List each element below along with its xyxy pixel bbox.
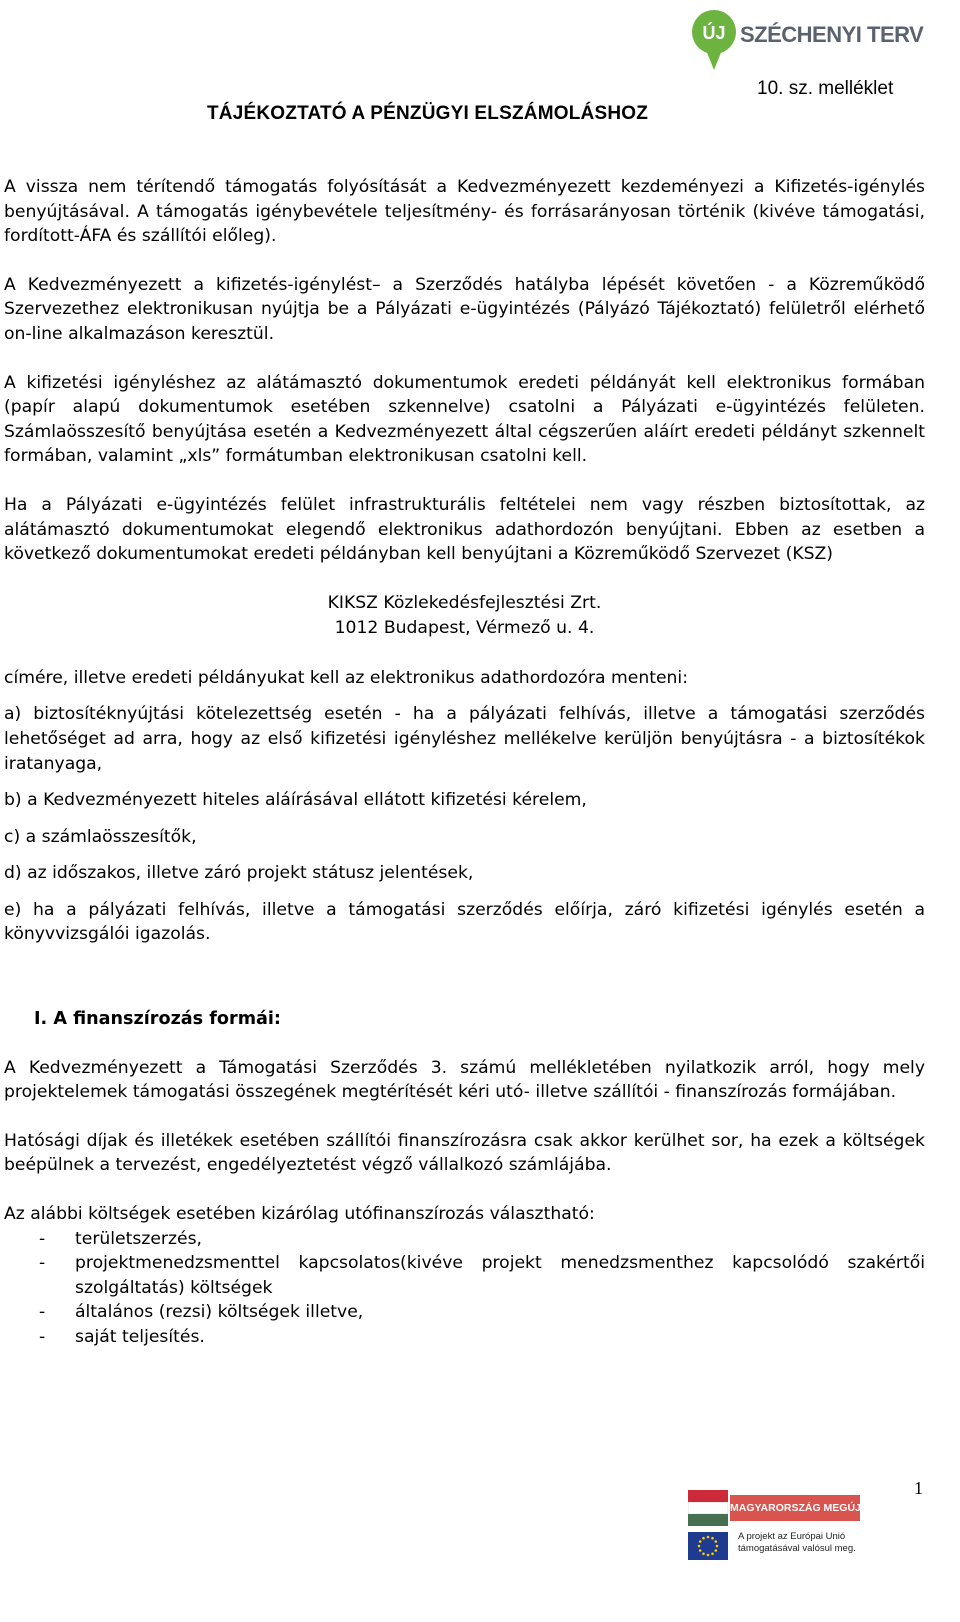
annex-label: 10. sz. melléklet [757, 78, 894, 99]
address-street: 1012 Budapest, Vérmező u. 4. [334, 618, 595, 639]
list-item [4, 1227, 925, 1252]
paragraph-fallback-submission: Ha a Pályázati e-ügyintézés felület infrastrukturális feltételei nem vagy részben biztosítottak, az alátámasztó dokumentumokat elegendő elektronikus adathordozón benyújtani. Ebben az esetben a következő dokumentumokat eredeti példányban kell benyújtani a Közreműködő Szervezet (KSZ) [4, 494, 925, 565]
paragraph-payment-initiation: A vissza nem térítendő támogatás folyósítását a Kedvezményezett kezdeményezi a Kifizetés-igénylés benyújtásával. A támogatás igénybevétele teljesítmény- és forrásarányosan történik (kivéve támogatási, fordított-ÁFA és szállítói előleg). [4, 177, 925, 247]
list-dash: - [39, 1253, 46, 1274]
logo-badge-text: ÚJ [702, 23, 726, 43]
list-dash: - [39, 1228, 46, 1249]
list-dash: - [39, 1327, 46, 1347]
list-item-b: b) a Kedvezményezett hiteles aláírásával ellátott kifizetési kérelem, [4, 790, 587, 811]
magyarorszag-megujul-banner: MAGYARORSZÁG MEGÚJUL [730, 1495, 860, 1521]
szechenyi-terv-logo [690, 6, 940, 76]
list-item-text: általános (rezsi) költségek illetve, [75, 1302, 364, 1323]
paragraph-save-originals: címére, illetve eredeti példányukat kell az elektronikus adathordozóra menteni: [4, 667, 688, 688]
list-item-d: d) az időszakos, illetve záró projekt státusz jelentések, [4, 863, 474, 884]
page-title: TÁJÉKOZTATÓ A PÉNZÜGYI ELSZÁMOLÁSHOZ [207, 103, 649, 124]
paragraph-supporting-documents: A kifizetési igényléshez az alátámasztó dokumentumok eredeti példányát kell elektronikus formában (papír alapú dokumentumok esetében szkennelve) csatolni a Pályázati e-ügyintézés felületen. Számlaösszesítő benyújtása esetén a Kedvezményezett által cégszerűen aláírt eredeti példányt szkennelt formában, valamint „xls” formátumban elektronikusan csatolni kell. [4, 372, 925, 467]
list-item [4, 1251, 925, 1300]
cost-list [4, 1227, 925, 1350]
eu-support-caption: A projekt az Európai Unió támogatásával valósul meg. [738, 1531, 856, 1554]
logo-badge-icon [690, 6, 740, 76]
paragraph-post-financing: Az alábbi költségek esetében kizárólag utófinanszírozás választható: [4, 1204, 595, 1225]
list-item-text: területszerzés, [75, 1228, 202, 1249]
address-block [4, 591, 925, 642]
hungarian-flag-icon [688, 1490, 728, 1526]
paragraph-financing-choice: A Kedvezményezett a Támogatási Szerződés 3. számú mellékletében nyilatkozik arról, hogy mely projektelemek támogatási összegének megtérítését kéri utó- illetve szállítói - finanszírozás formájában. [4, 1057, 925, 1103]
list-dash: - [39, 1302, 46, 1323]
eu-flag-icon [688, 1532, 728, 1560]
logo-text: SZÉCHENYI TERV [740, 22, 924, 47]
list-item-e: e) ha a pályázati felhívás, illetve a támogatási szerződés előírja, záró kifizetési igénylés esetén a könyvvizsgálói igazolás. [4, 899, 925, 945]
paragraph-fees: Hatósági díjak és illetékek esetében szállítói finanszírozásra csak akkor kerülhet sor, ha ezek a költségek beépülnek a tervezést, engedélyeztetést végző vállalkozó számlájába. [4, 1130, 925, 1176]
page-number: 1 [914, 1478, 923, 1498]
list-item-a: a) biztosítéknyújtási kötelezettség esetén - ha a pályázati felhívás, illetve a támogatási szerződés lehetőséget ad arra, hogy az első kifizetési igényléshez mellékelve kerüljön benyújtásra - a biztosítékok iratanyaga, [4, 704, 925, 774]
list-item-text: projektmenedzsmenttel kapcsolatos(kivéve projekt menedzsmenthez kapcsolódó szakértői szolgáltatás) költségek [75, 1253, 925, 1298]
list-item [4, 1300, 925, 1325]
document-body [4, 175, 925, 1350]
paragraph-electronic-submission: A Kedvezményezett a kifizetés-igénylést– a Szerződés hatályba lépését követően - a Közreműködő Szervezethez elektronikusan nyújtja be a Pályázati e-ügyintézés (Pályázó Tájékoztató) felületről elérhető on-line alkalmazáson keresztül. [4, 274, 925, 344]
list-item-c: c) a számlaösszesítők, [4, 826, 197, 847]
list-item-text: saját teljesítés. [75, 1327, 205, 1347]
address-company: KIKSZ Közlekedésfejlesztési Zrt. [327, 592, 602, 613]
section-heading: I. A finanszírozás formái: [34, 1009, 281, 1030]
list-item [4, 1325, 925, 1350]
